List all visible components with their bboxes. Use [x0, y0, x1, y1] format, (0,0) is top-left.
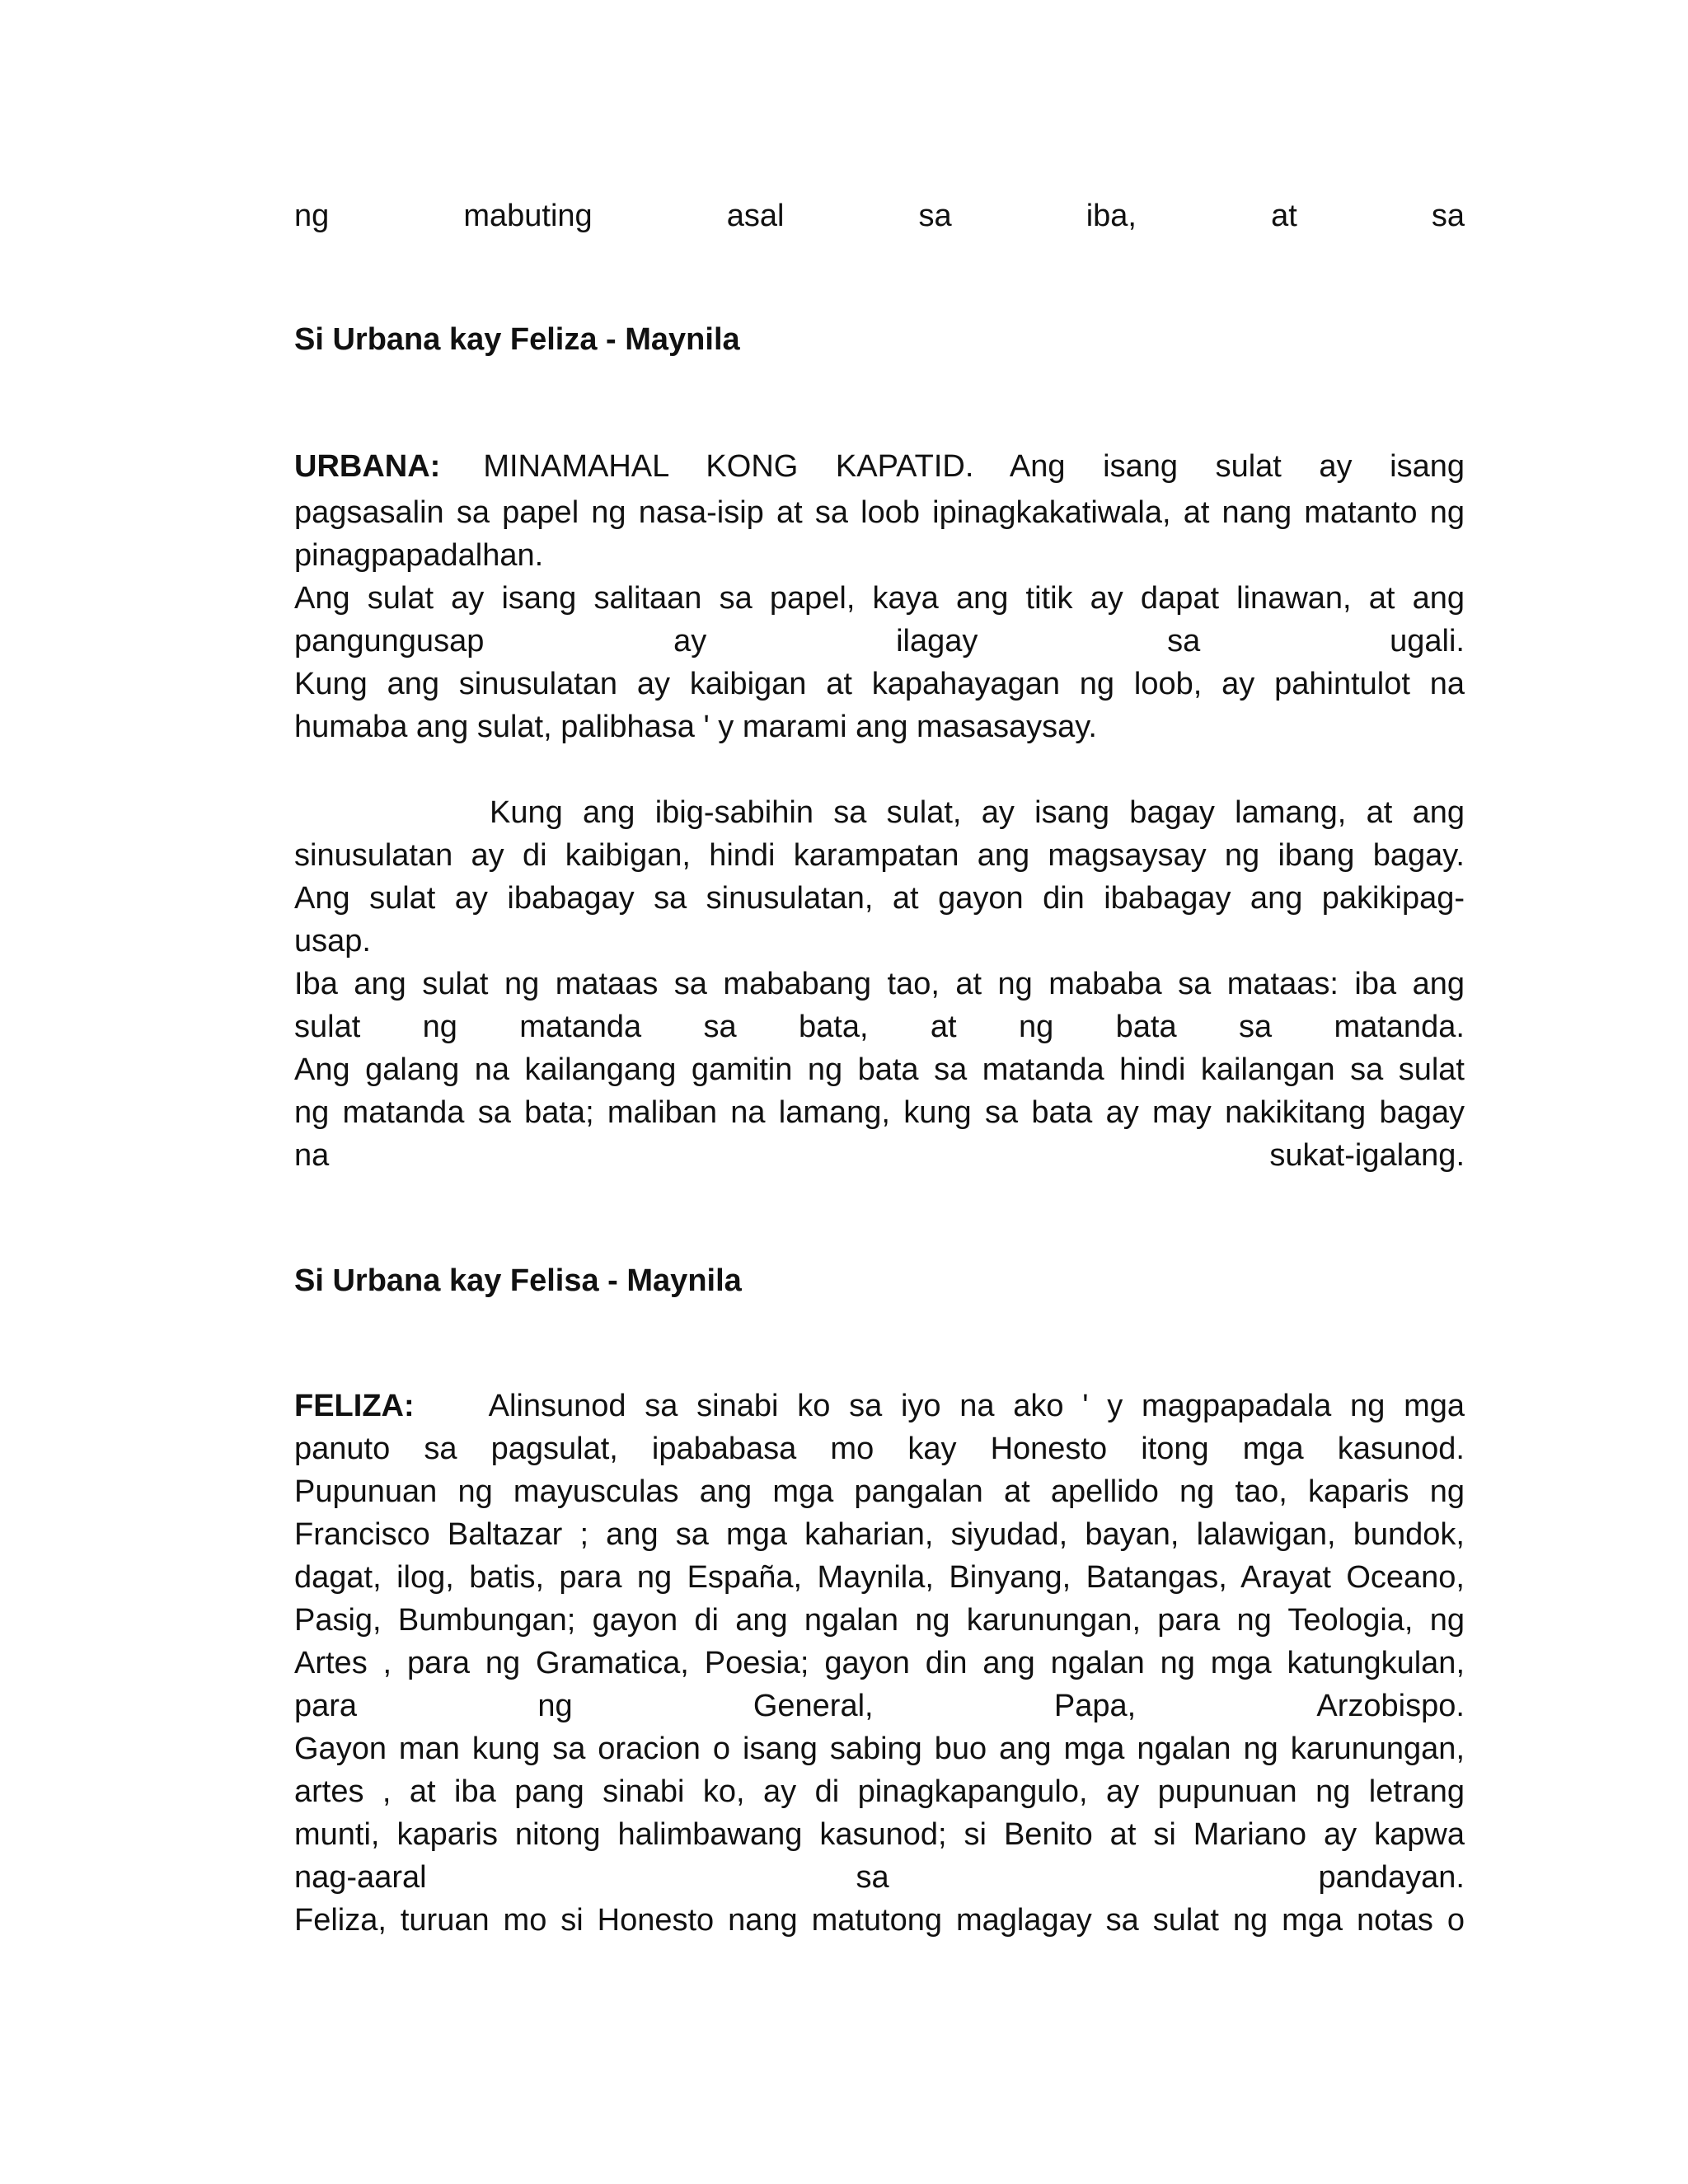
word: ng — [294, 199, 330, 233]
speaker-label: FELIZA: — [294, 1389, 415, 1423]
top-line — [294, 194, 1465, 237]
paragraph-line: pinagpapadalhan. — [294, 538, 544, 573]
paragraph-line: Kung ang ibig-sabihin sa sulat, ay isang bagay lamang, at ang — [490, 795, 1465, 830]
paragraph-line: pagsasalin sa papel ng nasa-isip at sa loob ipinagkakatiwala, at nang matanto ng — [294, 495, 1465, 530]
word: sa — [1167, 624, 1201, 658]
paragraph-line: Pasig, Bumbungan; gayon di ang ngalan ng karunungan, para ng Teologia, ng — [294, 1603, 1465, 1638]
word: sa — [918, 199, 952, 233]
word: matanda — [519, 1010, 642, 1044]
word: sa — [856, 1860, 889, 1895]
word: General, — [753, 1689, 874, 1723]
paragraph-line: Feliza, turuan mo si Honesto nang matutong maglagay sa sulat ng mga notas o — [294, 1903, 1465, 1938]
word: sa — [1431, 199, 1465, 233]
word: bata, — [799, 1010, 869, 1044]
word: na — [294, 1138, 330, 1173]
word: sulat — [294, 1010, 361, 1044]
speaker-label: URBANA: — [294, 449, 441, 484]
word: ilagay — [896, 624, 978, 658]
word: pangungusap — [294, 624, 485, 658]
paragraph-line: Francisco Baltazar ; ang sa mga kaharian, siyudad, bayan, lalawigan, bundok, — [294, 1517, 1465, 1552]
heading-feliza: Si Urbana kay Feliza - Maynila — [294, 322, 740, 357]
paragraph-line — [294, 1134, 1465, 1177]
paragraph-line: Ang sulat ay ibabagay sa sinusulatan, at gayon din ibabagay ang pakikipag- — [294, 881, 1465, 916]
word: para — [294, 1689, 358, 1723]
word: asal — [726, 199, 785, 233]
word: sa — [1238, 1010, 1273, 1044]
paragraph-line — [294, 1385, 1465, 1427]
word: nag-aaral — [294, 1860, 427, 1895]
word: at — [1271, 199, 1297, 233]
word: matanda. — [1334, 1010, 1465, 1044]
word: ugali. — [1390, 624, 1465, 658]
paragraph-line: usap. — [294, 924, 371, 958]
word: ng — [1018, 1010, 1054, 1044]
paragraph-line: panuto sa pagsulat, ipababasa mo kay Honesto itong mga kasunod. — [294, 1432, 1465, 1466]
word: ng — [422, 1010, 457, 1044]
word: iba, — [1085, 199, 1137, 233]
paragraph-line: dagat, ilog, batis, para ng España, Maynila, Binyang, Batangas, Arayat Oceano, — [294, 1560, 1465, 1595]
heading-felisa: Si Urbana kay Felisa - Maynila — [294, 1263, 742, 1298]
word: pandayan. — [1318, 1860, 1465, 1895]
paragraph-line — [294, 620, 1465, 663]
paragraph-line: humaba ang sulat, palibhasa ' y marami ang masasaysay. — [294, 710, 1097, 744]
word: sa — [703, 1010, 737, 1044]
word: ng — [537, 1689, 573, 1723]
paragraph-line: Kung ang sinusulatan ay kaibigan at kapahayagan ng loob, ay pahintulot na — [294, 667, 1465, 701]
word: bata — [1115, 1010, 1177, 1044]
paragraph-line: artes , at iba pang sinabi ko, ay di pinagkapangulo, ay pupunuan ng letrang — [294, 1774, 1465, 1809]
paragraph-line: ng matanda sa bata; maliban na lamang, kung sa bata ay may nakikitang bagay — [294, 1095, 1465, 1130]
paragraph-line: sinusulatan ay di kaibigan, hindi karampatan ang magsaysay ng ibang bagay. — [294, 838, 1465, 873]
line-text: MINAMAHAL KONG KAPATID. Ang isang sulat ay isang — [483, 449, 1465, 484]
paragraph-line: Ang galang na kailangang gamitin ng bata sa matanda hindi kailangan sa sulat — [294, 1052, 1465, 1087]
word: Arzobispo. — [1316, 1689, 1465, 1723]
word: ay — [673, 624, 707, 658]
paragraph-line: Iba ang sulat ng mataas sa mababang tao, at ng mababa sa mataas: iba ang — [294, 967, 1465, 1001]
paragraph-line — [294, 1685, 1465, 1727]
paragraph-line: Ang sulat ay isang salitaan sa papel, kaya ang titik ay dapat linawan, at ang — [294, 581, 1465, 616]
paragraph-line — [294, 1005, 1465, 1048]
line-text: Alinsunod sa sinabi ko sa iyo na ako ' y magpapadala ng mga — [488, 1389, 1465, 1423]
word: mabuting — [463, 199, 593, 233]
paragraph-line: munti, kaparis nitong halimbawang kasunod; si Benito at si Mariano ay kapwa — [294, 1817, 1465, 1852]
word: at — [930, 1010, 957, 1044]
word: sukat-igalang. — [1269, 1138, 1465, 1173]
paragraph-line: Gayon man kung sa oracion o isang sabing buo ang mga ngalan ng karunungan, — [294, 1732, 1465, 1766]
paragraph-line: Artes , para ng Gramatica, Poesia; gayon din ang ngalan ng mga katungkulan, — [294, 1646, 1465, 1680]
paragraph-line: Pupunuan ng mayusculas ang mga pangalan at apellido ng tao, kaparis ng — [294, 1474, 1465, 1509]
word: Papa, — [1053, 1689, 1137, 1723]
paragraph-line — [294, 1856, 1465, 1899]
paragraph-line — [294, 445, 1465, 488]
